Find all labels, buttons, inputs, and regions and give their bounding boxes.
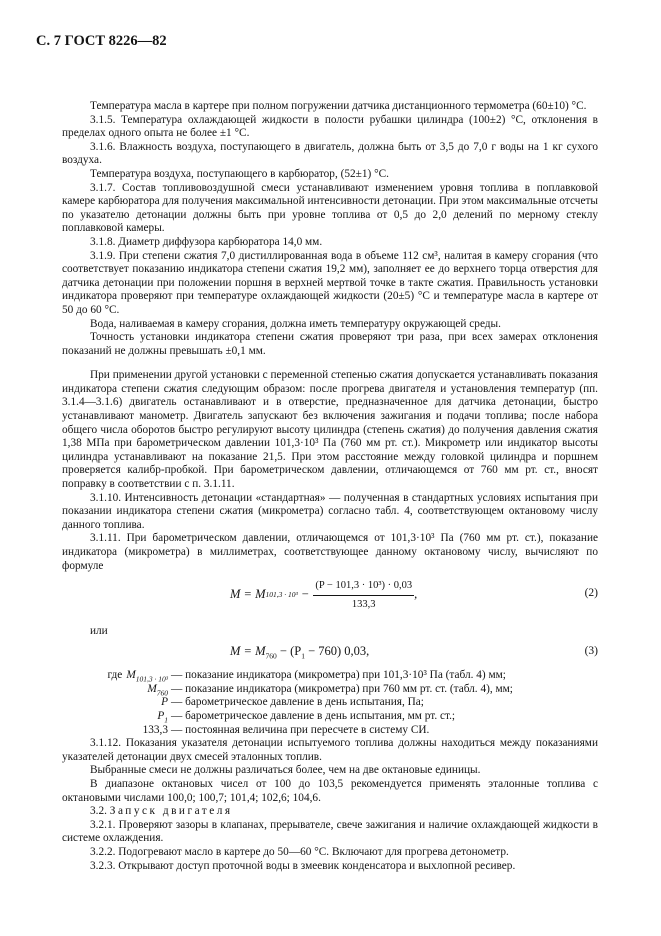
equation-number-2: (2) (584, 587, 598, 600)
formula-3-sub-b: 1 (301, 651, 305, 661)
formula-2-lhs: M = M (230, 587, 266, 602)
formula-3-part-b: − (P (276, 644, 302, 659)
formula-2: M = M 101,3 · 10³ − $\frac{\text{(P − 101,3 · 10³) · 0,03}}{133,3}$ , (2) (230, 580, 598, 610)
legend-symbol-sub: 760 (156, 688, 168, 698)
paragraph: 3.2.2. Подогревают масло в картере до 50—60 °С. Включают для прогрева детонометр. (90, 845, 509, 858)
legend-row (62, 683, 598, 697)
legend-symbol-text: P (161, 696, 168, 709)
paragraphs-after (62, 737, 598, 805)
paragraph: 3.1.8. Диаметр диффузора карбюратора 14,0 мм. (90, 235, 323, 248)
paragraph: 3.1.10. Интенсивность детонации «стандартная» — полученная в стандартных условиях испытания при показании индикатора степени сжатия (микрометра) согласно табл. 4, соответствующем октановому числу данного топлива. (62, 491, 598, 531)
legend-row (62, 724, 598, 738)
paragraph: 3.1.11. При барометрическом давлении, отличающемся от 101,3·10³ Па (760 мм рт. ст.), показание индикатора (микрометра) в миллиметрах, соответствующее данному октановому числу, вычисляют по формуле (62, 532, 598, 572)
paragraphs-before (62, 100, 598, 358)
legend-symbol (62, 724, 171, 738)
paragraph: 3.1.9. При степени сжатия 7,0 дистиллированная вода в объеме 112 см³, налитая в камеру сгорания (что соответствует показанию индикатора степени сжатия 19,2 мм), заполняет ее до верхнего торца отверстия для датчика детонации при положении поршня в верхней мертвой точке в такте сжатия. Правильность установки индикатора проверяют при температуре охлаждающей жидкости (20±5) °С и температуре масла в картере от 50 до 60 °С. (62, 249, 598, 316)
legend-description: — барометрическое давление в день испытания, Па; (171, 696, 424, 709)
legend-row (62, 669, 598, 683)
formula-2-numerator: (P − 101,3 · 10³) · 0,03 (313, 579, 414, 596)
legend-symbol (62, 669, 171, 683)
legend-symbol-text: M (126, 669, 136, 682)
page-header: С. 7 ГОСТ 8226—82 (36, 33, 167, 49)
legend-description: — показание индикатора (микрометра) при 760 мм рт. ст. (табл. 4), мм; (171, 682, 513, 695)
document-body (62, 100, 598, 873)
paragraph: При применении другой установки с переменной степенью сжатия допускается устанавливать показания индикатора степени сжатия следующим образом: после прогрева двигателя и установления температур (пп. 3.1.4—3.1.6) двигатель останавливают и в отверстие, предназначенное для датчика детонации, быстро устанавливают манометр. Двигатель запускают без включения зажигания и подачи топлива; после набора общего числа оборотов быстро регулируют высоту цилиндра (степень сжатия) до получения давления сжатия 1,38 МПа при барометрическом давлении 101,3·10³ Па (760 мм рт. ст.). Микрометр или индикатор высоты цилиндра устанавливают на показание 21,5. При этом расстояние между головкой цилиндра и поршнем проверяется калибр-пробкой. При барометрическом давлении, отличающемся от 760 мм рт. ст., вносят поправку в соответствии с п. 3.1.11. (62, 369, 598, 491)
paragraph: 3.1.6. Влажность воздуха, поступающего в двигатель, должна быть от 3,5 до 7,0 г воды на 1 кг сухого воздуха. (62, 140, 598, 167)
paragraph: Выбранные смеси не должны различаться более, чем на две октановые единицы. (90, 764, 481, 777)
legend-description: — барометрическое давление в день испытания, мм рт. ст.; (171, 709, 456, 722)
formula-3-part-a: M = M (230, 644, 266, 659)
paragraph: 3.2.3. Открывают доступ проточной воды в змеевик конденсатора и выхлопной ресивер. (90, 859, 516, 872)
section-3-2-heading (62, 805, 598, 819)
legend-lead: где (107, 669, 123, 682)
paragraph: Вода, наливаемая в камеру сгорания, должна иметь температуру окружающей среды. (90, 317, 501, 330)
formula-3 (62, 643, 598, 669)
paragraphs-end (62, 819, 598, 873)
legend-symbol (62, 683, 171, 697)
or-text: или (90, 625, 108, 638)
section-3-2-title: Запуск двигателя (109, 805, 233, 818)
paragraph: Точность установки индикатора степени сжатия проверяют три раза, при всех замерах отклонения показаний не должны превышать ±0,1 мм. (62, 331, 598, 357)
legend-row (62, 696, 598, 710)
legend-symbol (62, 710, 171, 724)
formula-3-sub-a: 760 (265, 651, 277, 661)
paragraph: В диапазоне октановых чисел от 100 до 103,5 рекомендуется применять эталонные топлива с октановыми числами 100,0; 100,7; 101,4; 102,6; 104,6. (62, 777, 598, 804)
paragraph: Температура воздуха, поступающего в карбюратор, (52±1) °С. (90, 167, 389, 180)
section-3-2-number: 3.2. (90, 805, 107, 818)
legend-symbol-sub: 101,3 · 10³ (135, 674, 168, 684)
equation-number-3: (3) (584, 645, 598, 658)
paragraph: 3.1.12. Показания указателя детонации испытуемого топлива должны находиться между показаниями указателей детонации двух смесей эталонных топлив. (62, 737, 598, 763)
legend-row (62, 710, 598, 724)
legend-description: — показание индикатора (микрометра) при 101,3·10³ Па (табл. 4) мм; (171, 669, 506, 682)
legend-description: — постоянная величина при пересчете в систему СИ. (171, 723, 430, 736)
legend-symbol-text: P (157, 709, 165, 722)
paragraph: 3.1.7. Состав топливовоздушной смеси устанавливают изменением уровня топлива в поплавковой камере карбюратора для получения максимальной интенсивности детонации. При этом максимальные отсчеты по указателю детонации должны быть при уровне топлива от 0,5 до 2,0 делений по мерному стеклу поплавковой камеры. (62, 181, 598, 235)
legend-symbol-text: 133,3 (142, 723, 168, 736)
formula-2-fraction (313, 579, 414, 611)
legend-symbol (62, 696, 171, 710)
variable-legend (62, 669, 598, 737)
legend-symbol-sub: 1 (164, 715, 168, 725)
formula-2-denominator: 133,3 (351, 598, 376, 610)
formula-3-part-c: − 760) 0,03, (304, 644, 370, 659)
paragraph: 3.2.1. Проверяют зазоры в клапанах, прерывателе, свече зажигания и наличие охлаждающей жидкости в системе охлаждения. (62, 818, 598, 845)
paragraphs-middle (62, 369, 598, 573)
paragraph: 3.1.5. Температура охлаждающей жидкости в полости рубашки цилиндра (100±2) °С, отклонения в пределах одного опыта не более ±1 °С. (62, 113, 598, 140)
paragraph: Температура масла в картере при полном погружении датчика дистанционного термометра (60±10) °С. (90, 100, 587, 112)
legend-symbol-text: M (147, 682, 157, 695)
